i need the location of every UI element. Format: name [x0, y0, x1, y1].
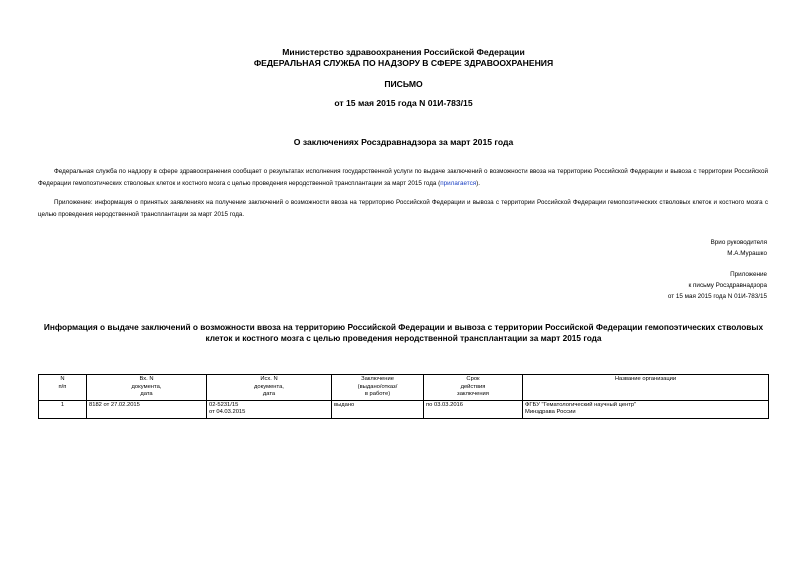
body-paragraph-1 [38, 166, 768, 189]
appendix-block [668, 269, 767, 302]
table-title: Информация о выдаче заключений о возможности ввоза на территорию Российской Федерации и вывоза с территории Российской Федерации гемопоэтических стволовых клеток и костного мозга с целью проведения неродственной трансплантации за март 2015 года [43, 322, 764, 343]
header-incoming-doc: Вх. N документа, дата [87, 375, 207, 401]
paragraph-1-end: ). [476, 179, 481, 187]
cell-outgoing-doc: 02-5231/15 от 04.03.2015 [207, 400, 332, 418]
header-outgoing-doc: Исх. N документа, дата [207, 375, 332, 401]
document-subject: О заключениях Росздравнадзора за март 2015 года [293, 137, 514, 147]
cell-incoming-doc: 8182 от 27.02.2015 [87, 400, 207, 418]
header-conclusion: Заключение (выдано/отказ/ в работе) [332, 375, 424, 401]
table-header-row [39, 375, 769, 401]
signature-block [711, 237, 767, 259]
cell-organization: ФГБУ "Гематологический научный центр" Минздрава России [523, 400, 769, 418]
signatory-position: Врио руководителя [710, 239, 767, 246]
body-paragraph-2: Приложение: информация о принятых заявлениях на получение заключений о возможности ввоза на территорию Российской Федерации и вывоза с территории Российской Федерации гемопоэтических стволовых клеток и костного мозга с целью проведения неродственной трансплантации за март 2015 года. [38, 199, 768, 218]
conclusions-table [38, 374, 769, 419]
appendix-line-1: Приложение [730, 271, 767, 278]
appendix-link[interactable]: прилагается [440, 179, 477, 187]
table-row [39, 400, 769, 418]
cell-validity: по 03.03.2016 [424, 400, 523, 418]
appendix-line-3: от 15 мая 2015 года N 01И-783/15 [667, 293, 767, 300]
document-date-number: от 15 мая 2015 года N 01И-783/15 [334, 98, 473, 108]
service-name: ФЕДЕРАЛЬНАЯ СЛУЖБА ПО НАДЗОРУ В СФЕРЕ ЗДРАВООХРАНЕНИЯ [253, 58, 554, 68]
appendix-line-2: к письму Росздравнадзора [688, 282, 767, 289]
document-type: ПИСЬМО [384, 79, 423, 89]
cell-number: 1 [39, 400, 87, 418]
paragraph-1-text: Федеральная служба по надзору в сфере здравоохранения сообщает о результатах исполнения государственной услуги по выдаче заключений о возможности ввоза на территорию Российской Федерации и вывоза с территории Российской Федерации гемопоэтических стволовых клеток и костного мозга с целью проведения неродственной трансплантации за март 2015 года ( [38, 168, 768, 187]
header-organization: Название организации [523, 375, 769, 401]
header-number: N п/п [39, 375, 87, 401]
ministry-name: Министерство здравоохранения Российской Федерации [282, 47, 525, 57]
header-validity: Срок действия заключения [424, 375, 523, 401]
cell-conclusion: выдано [332, 400, 424, 418]
signatory-name: М.А.Мурашко [727, 250, 767, 257]
